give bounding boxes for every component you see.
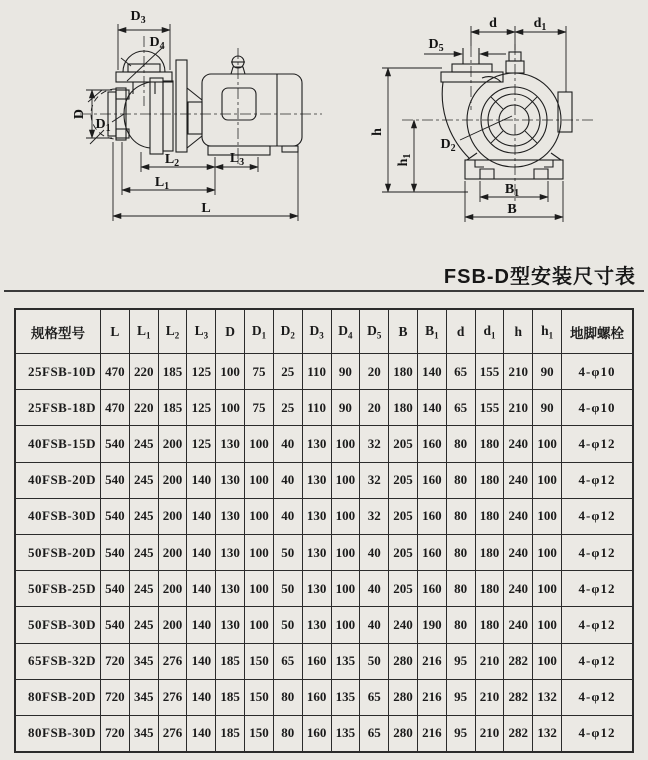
bolt-slot <box>534 169 548 179</box>
column-header-8: $D_3$ <box>302 309 331 354</box>
dim-label-d1: $d_1$ <box>533 16 547 33</box>
value-cell: 125 <box>187 390 216 426</box>
anchor-bolt-cell: 4-φ12 <box>562 607 634 643</box>
column-header-7: $D_2$ <box>273 309 302 354</box>
foot-slant <box>467 153 477 160</box>
value-cell: 75 <box>245 390 274 426</box>
value-cell: 205 <box>389 571 418 607</box>
value-cell: 200 <box>158 498 187 534</box>
value-cell: 150 <box>245 643 274 679</box>
value-cell: 210 <box>475 715 504 752</box>
column-header-4: $L_3$ <box>187 309 216 354</box>
column-header-0: 规格型号 <box>15 309 101 354</box>
value-cell: 240 <box>504 426 533 462</box>
anchor-bolt-cell: 4-φ12 <box>562 498 634 534</box>
value-cell: 282 <box>504 679 533 715</box>
dim-label-L: L <box>201 201 211 216</box>
value-cell: 216 <box>417 679 446 715</box>
value-cell: 65 <box>360 679 389 715</box>
dim-label-d: d <box>489 16 497 31</box>
model-cell: 65FSB-32D <box>15 643 101 679</box>
value-cell: 200 <box>158 462 187 498</box>
value-cell: 65 <box>360 715 389 752</box>
value-cell: 720 <box>101 715 130 752</box>
dim-label-h1: $h_1$ <box>396 153 413 167</box>
value-cell: 240 <box>504 462 533 498</box>
model-cell: 25FSB-10D <box>15 354 101 390</box>
value-cell: 280 <box>389 715 418 752</box>
value-cell: 276 <box>158 715 187 752</box>
value-cell: 140 <box>187 643 216 679</box>
table-header-row <box>15 309 633 354</box>
column-header-14: $d_1$ <box>475 309 504 354</box>
value-cell: 185 <box>158 390 187 426</box>
value-cell: 100 <box>533 426 562 462</box>
table-row <box>15 426 633 462</box>
value-cell: 140 <box>187 534 216 570</box>
value-cell: 130 <box>216 571 245 607</box>
column-header-2: $L_1$ <box>129 309 158 354</box>
column-header-5: D <box>216 309 245 354</box>
value-cell: 40 <box>360 607 389 643</box>
discharge-flange-step <box>452 64 492 72</box>
dimension-table <box>14 308 634 753</box>
value-cell: 140 <box>187 679 216 715</box>
table-row <box>15 643 633 679</box>
value-cell: 200 <box>158 534 187 570</box>
dim-label-D4: $D_4$ <box>149 35 165 52</box>
value-cell: 470 <box>101 390 130 426</box>
table-row <box>15 498 633 534</box>
base-step <box>544 160 553 167</box>
dim-label-B1: $B_1$ <box>504 182 520 199</box>
value-cell: 40 <box>273 426 302 462</box>
value-cell: 160 <box>417 426 446 462</box>
value-cell: 180 <box>475 426 504 462</box>
value-cell: 90 <box>533 390 562 426</box>
value-cell: 140 <box>187 571 216 607</box>
value-cell: 75 <box>245 354 274 390</box>
value-cell: 185 <box>216 643 245 679</box>
value-cell: 130 <box>302 534 331 570</box>
value-cell: 540 <box>101 426 130 462</box>
value-cell: 720 <box>101 679 130 715</box>
value-cell: 100 <box>245 607 274 643</box>
value-cell: 345 <box>129 679 158 715</box>
value-cell: 25 <box>273 354 302 390</box>
arc-tick <box>121 58 131 66</box>
value-cell: 110 <box>302 354 331 390</box>
value-cell: 205 <box>389 462 418 498</box>
value-cell: 240 <box>504 498 533 534</box>
value-cell: 100 <box>245 426 274 462</box>
column-header-9: $D_4$ <box>331 309 360 354</box>
value-cell: 130 <box>216 462 245 498</box>
value-cell: 95 <box>446 715 475 752</box>
value-cell: 190 <box>417 607 446 643</box>
value-cell: 135 <box>331 679 360 715</box>
value-cell: 240 <box>504 607 533 643</box>
value-cell: 200 <box>158 607 187 643</box>
value-cell: 345 <box>129 643 158 679</box>
value-cell: 40 <box>273 498 302 534</box>
model-cell: 40FSB-15D <box>15 426 101 462</box>
value-cell: 200 <box>158 426 187 462</box>
value-cell: 100 <box>216 390 245 426</box>
value-cell: 210 <box>475 679 504 715</box>
value-cell: 100 <box>331 534 360 570</box>
value-cell: 245 <box>129 426 158 462</box>
value-cell: 200 <box>158 571 187 607</box>
value-cell: 132 <box>533 679 562 715</box>
value-cell: 160 <box>417 534 446 570</box>
value-cell: 155 <box>475 390 504 426</box>
shaft-housing <box>188 102 202 134</box>
value-cell: 160 <box>417 498 446 534</box>
d1-leader-line <box>112 114 124 122</box>
dim-label-L2: $L_2$ <box>164 152 180 169</box>
dim-label-B: B <box>507 202 517 217</box>
value-cell: 90 <box>331 390 360 426</box>
value-cell: 80 <box>446 498 475 534</box>
value-cell: 180 <box>475 534 504 570</box>
value-cell: 160 <box>302 715 331 752</box>
value-cell: 90 <box>533 354 562 390</box>
spoke <box>491 97 503 109</box>
dim-label-D3: $D_3$ <box>130 9 146 26</box>
column-header-10: $D_5$ <box>360 309 389 354</box>
value-cell: 276 <box>158 679 187 715</box>
value-cell: 140 <box>187 498 216 534</box>
model-cell: 80FSB-20D <box>15 679 101 715</box>
value-cell: 210 <box>504 354 533 390</box>
column-header-13: d <box>446 309 475 354</box>
value-cell: 80 <box>273 715 302 752</box>
value-cell: 80 <box>273 679 302 715</box>
value-cell: 100 <box>245 462 274 498</box>
value-cell: 245 <box>129 607 158 643</box>
value-cell: 240 <box>389 607 418 643</box>
value-cell: 100 <box>533 607 562 643</box>
dim-label-D: D <box>72 108 87 120</box>
value-cell: 135 <box>331 715 360 752</box>
value-cell: 80 <box>446 607 475 643</box>
dim-label-h: h <box>370 128 385 136</box>
value-cell: 720 <box>101 643 130 679</box>
value-cell: 100 <box>331 426 360 462</box>
value-cell: 65 <box>446 390 475 426</box>
page-title: FSB-D型安装尺寸表 <box>443 266 636 288</box>
value-cell: 100 <box>245 498 274 534</box>
value-cell: 220 <box>129 354 158 390</box>
value-cell: 40 <box>360 534 389 570</box>
value-cell: 130 <box>302 607 331 643</box>
value-cell: 540 <box>101 498 130 534</box>
value-cell: 40 <box>273 462 302 498</box>
value-cell: 80 <box>446 426 475 462</box>
value-cell: 100 <box>533 571 562 607</box>
value-cell: 185 <box>216 679 245 715</box>
value-cell: 65 <box>446 354 475 390</box>
spoke <box>525 131 537 143</box>
model-cell: 50FSB-25D <box>15 571 101 607</box>
value-cell: 80 <box>446 534 475 570</box>
model-cell: 40FSB-30D <box>15 498 101 534</box>
column-header-11: B <box>389 309 418 354</box>
value-cell: 180 <box>475 607 504 643</box>
anchor-bolt-cell: 4-φ12 <box>562 679 634 715</box>
table-row <box>15 679 633 715</box>
value-cell: 540 <box>101 607 130 643</box>
value-cell: 220 <box>129 390 158 426</box>
value-cell: 80 <box>446 462 475 498</box>
dim-label-L1: $L_1$ <box>154 175 170 192</box>
anchor-bolt-cell: 4-φ12 <box>562 534 634 570</box>
table-row <box>15 715 633 752</box>
column-header-17: 地脚螺栓 <box>562 309 634 354</box>
value-cell: 130 <box>302 426 331 462</box>
value-cell: 210 <box>475 643 504 679</box>
column-header-12: $B_1$ <box>417 309 446 354</box>
value-cell: 540 <box>101 571 130 607</box>
value-cell: 80 <box>446 571 475 607</box>
value-cell: 100 <box>331 462 360 498</box>
table-row <box>15 390 633 426</box>
value-cell: 135 <box>331 643 360 679</box>
title-underline <box>4 290 644 292</box>
value-cell: 540 <box>101 462 130 498</box>
value-cell: 40 <box>360 571 389 607</box>
value-cell: 245 <box>129 498 158 534</box>
table-row <box>15 462 633 498</box>
column-header-6: $D_1$ <box>245 309 274 354</box>
table-row <box>15 354 633 390</box>
bracket-line <box>187 136 202 148</box>
dim-label-D1: $D_1$ <box>95 117 111 134</box>
value-cell: 276 <box>158 643 187 679</box>
value-cell: 100 <box>245 534 274 570</box>
value-cell: 180 <box>389 354 418 390</box>
bolt-slot <box>480 169 494 179</box>
table-row <box>15 534 633 570</box>
value-cell: 280 <box>389 643 418 679</box>
value-cell: 240 <box>504 534 533 570</box>
table-row <box>15 571 633 607</box>
spoke <box>525 97 537 109</box>
model-cell: 80FSB-30D <box>15 715 101 752</box>
dim-label-D5: $D_5$ <box>428 37 444 54</box>
value-cell: 95 <box>446 679 475 715</box>
value-cell: 100 <box>245 571 274 607</box>
installation-dimension-table <box>14 308 634 753</box>
value-cell: 125 <box>187 426 216 462</box>
value-cell: 25 <box>273 390 302 426</box>
value-cell: 20 <box>360 390 389 426</box>
value-cell: 205 <box>389 498 418 534</box>
value-cell: 32 <box>360 426 389 462</box>
value-cell: 150 <box>245 679 274 715</box>
spoke <box>491 131 503 143</box>
value-cell: 140 <box>187 462 216 498</box>
value-cell: 185 <box>158 354 187 390</box>
value-cell: 50 <box>273 571 302 607</box>
value-cell: 140 <box>417 390 446 426</box>
anchor-bolt-cell: 4-φ10 <box>562 354 634 390</box>
anchor-bolt-cell: 4-φ10 <box>562 390 634 426</box>
pump-front-view-drawing <box>346 2 648 246</box>
value-cell: 245 <box>129 571 158 607</box>
support-plate <box>176 60 187 152</box>
value-cell: 160 <box>302 643 331 679</box>
value-cell: 130 <box>302 571 331 607</box>
anchor-bolt-cell: 4-φ12 <box>562 462 634 498</box>
table-row <box>15 607 633 643</box>
pump-side-view-drawing <box>0 2 346 246</box>
value-cell: 32 <box>360 498 389 534</box>
anchor-bolt-cell: 4-φ12 <box>562 715 634 752</box>
value-cell: 155 <box>475 354 504 390</box>
dim-label-L3: $L_3$ <box>229 151 245 168</box>
value-cell: 470 <box>101 354 130 390</box>
value-cell: 205 <box>389 534 418 570</box>
value-cell: 130 <box>302 498 331 534</box>
value-cell: 130 <box>216 498 245 534</box>
anchor-bolt-cell: 4-φ12 <box>562 426 634 462</box>
value-cell: 100 <box>331 607 360 643</box>
value-cell: 65 <box>273 643 302 679</box>
value-cell: 160 <box>417 462 446 498</box>
base-step <box>475 160 484 167</box>
column-header-15: h <box>504 309 533 354</box>
value-cell: 345 <box>129 715 158 752</box>
model-cell: 25FSB-18D <box>15 390 101 426</box>
model-cell: 50FSB-30D <box>15 607 101 643</box>
model-cell: 40FSB-20D <box>15 462 101 498</box>
value-cell: 210 <box>504 390 533 426</box>
value-cell: 150 <box>245 715 274 752</box>
value-cell: 245 <box>129 534 158 570</box>
anchor-bolt-cell: 4-φ12 <box>562 571 634 607</box>
value-cell: 180 <box>475 571 504 607</box>
value-cell: 180 <box>475 462 504 498</box>
value-cell: 216 <box>417 643 446 679</box>
motor-body <box>202 74 302 146</box>
value-cell: 185 <box>216 715 245 752</box>
value-cell: 140 <box>187 715 216 752</box>
value-cell: 90 <box>331 354 360 390</box>
value-cell: 130 <box>216 607 245 643</box>
value-cell: 240 <box>504 571 533 607</box>
value-cell: 100 <box>533 643 562 679</box>
value-cell: 50 <box>273 607 302 643</box>
value-cell: 216 <box>417 715 446 752</box>
value-cell: 125 <box>187 354 216 390</box>
value-cell: 100 <box>533 534 562 570</box>
value-cell: 50 <box>360 643 389 679</box>
casing-plate <box>150 78 163 154</box>
dim-label-D2: $D_2$ <box>440 137 456 154</box>
value-cell: 100 <box>216 354 245 390</box>
value-cell: 100 <box>533 462 562 498</box>
value-cell: 180 <box>389 390 418 426</box>
value-cell: 20 <box>360 354 389 390</box>
column-header-1: L <box>101 309 130 354</box>
anchor-bolt-cell: 4-φ12 <box>562 643 634 679</box>
value-cell: 132 <box>533 715 562 752</box>
column-header-3: $L_2$ <box>158 309 187 354</box>
value-cell: 280 <box>389 679 418 715</box>
value-cell: 245 <box>129 462 158 498</box>
value-cell: 110 <box>302 390 331 426</box>
value-cell: 130 <box>216 534 245 570</box>
value-cell: 130 <box>216 426 245 462</box>
casing-plate <box>163 81 173 151</box>
model-cell: 50FSB-20D <box>15 534 101 570</box>
value-cell: 160 <box>302 679 331 715</box>
value-cell: 100 <box>331 498 360 534</box>
bracket-line <box>187 88 202 100</box>
table-body <box>15 354 633 753</box>
value-cell: 140 <box>417 354 446 390</box>
value-cell: 282 <box>504 643 533 679</box>
value-cell: 180 <box>475 498 504 534</box>
value-cell: 540 <box>101 534 130 570</box>
value-cell: 95 <box>446 643 475 679</box>
value-cell: 282 <box>504 715 533 752</box>
value-cell: 140 <box>187 607 216 643</box>
motor-foot-step <box>282 146 298 152</box>
foot-slant <box>551 153 561 160</box>
column-header-16: $h_1$ <box>533 309 562 354</box>
value-cell: 160 <box>417 571 446 607</box>
terminal-box <box>222 88 256 120</box>
value-cell: 205 <box>389 426 418 462</box>
value-cell: 32 <box>360 462 389 498</box>
value-cell: 100 <box>533 498 562 534</box>
value-cell: 130 <box>302 462 331 498</box>
value-cell: 100 <box>331 571 360 607</box>
value-cell: 50 <box>273 534 302 570</box>
